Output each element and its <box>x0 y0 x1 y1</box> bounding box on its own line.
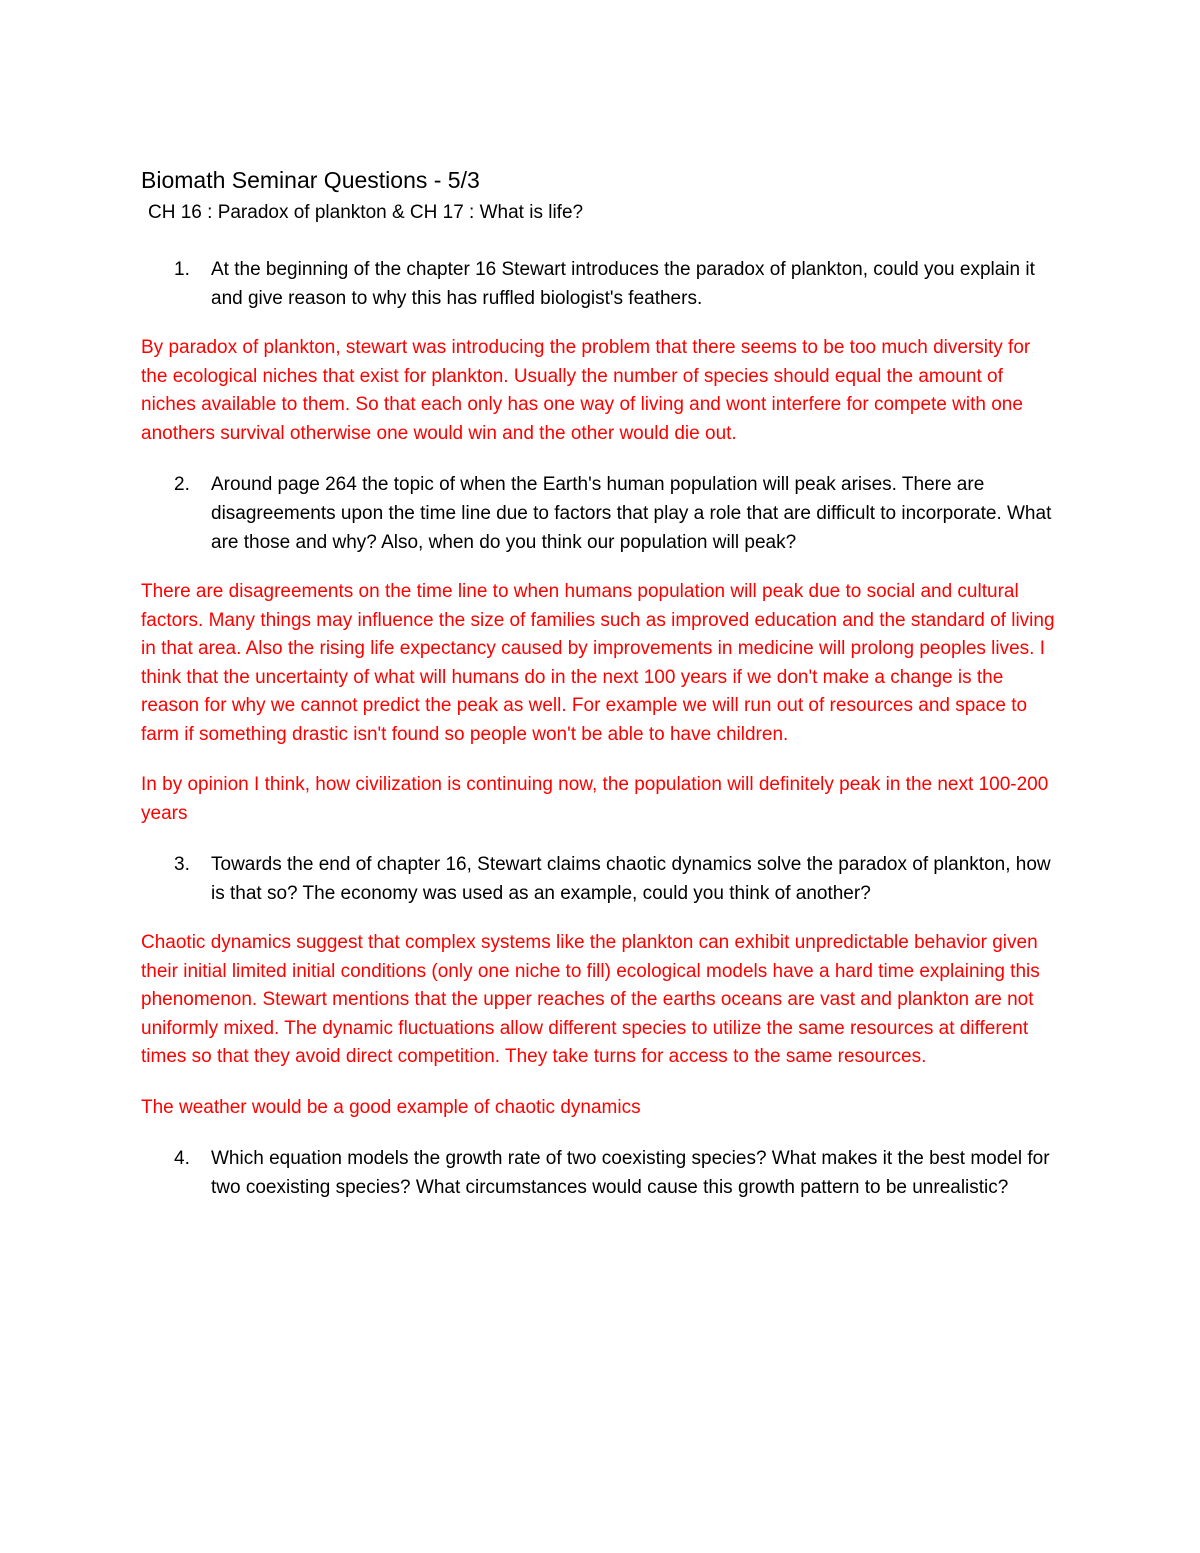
question-number: 3. <box>174 854 190 875</box>
answer-2: There are disagreements on the time line to when humans population will peak due to social and cultural factors. Many things may influence the size of families such as improved education and the standard of living in that area. Also the rising life expectancy caused by improvements in medicine will prolong peoples lives. I think that the uncertainty of what will humans do in the next 100 years if we don't make a change is the reason for why we cannot predict the peak as well. For example we will run out of resources and space to farm if something drastic isn't found so people won't be able to have children. <box>141 581 1055 745</box>
question-number: 1. <box>174 259 190 280</box>
document-page <box>141 165 1061 1202</box>
question-text: Around page 264 the topic of when the Earth's human population will peak arises. There are disagreements upon the time line due to factors that play a role that are difficult to incorporate. What are those and why? Also, when do you think our population will peak? <box>211 474 1052 553</box>
document-subtitle: CH 16 : Paradox of plankton & CH 17 : What is life? <box>148 202 584 223</box>
document-title: Biomath Seminar Questions - 5/3 <box>141 167 480 193</box>
question-number: 2. <box>174 474 190 495</box>
question-number: 4. <box>174 1148 190 1169</box>
question-1 <box>141 255 1061 313</box>
question-3 <box>141 850 1061 908</box>
question-text: Which equation models the growth rate of two coexisting species? What makes it the best model for two coexisting species? What circumstances would cause this growth pattern to be unrealistic? <box>211 1148 1050 1198</box>
answer-3-example: The weather would be a good example of chaotic dynamics <box>141 1096 641 1118</box>
answer-1: By paradox of plankton, stewart was introducing the problem that there seems to be too much diversity for the ecological niches that exist for plankton. Usually the number of species should equal the amount of niches available to them. So that each only has one way of living and wont interfere for compete with one anothers survival otherwise one would win and the other would die out. <box>141 337 1031 444</box>
question-4 <box>141 1144 1061 1202</box>
question-text: Towards the end of chapter 16, Stewart claims chaotic dynamics solve the paradox of plankton, how is that so? The economy was used as an example, could you think of another? <box>211 854 1051 904</box>
answer-2-opinion: In by opinion I think, how civilization is continuing now, the population will definitely peak in the next 100-200 years <box>141 774 1049 824</box>
answer-3: Chaotic dynamics suggest that complex systems like the plankton can exhibit unpredictable behavior given their initial limited initial conditions (only one niche to fill) ecological models have a hard time explaining this phenomenon. Stewart mentions that the upper reaches of the earths oceans are vast and plankton are not uniformly mixed. The dynamic fluctuations allow different species to utilize the same resources at different times so that they avoid direct competition. They take turns for access to the same resources. <box>141 932 1040 1067</box>
question-text: At the beginning of the chapter 16 Stewart introduces the paradox of plankton, could you explain it and give reason to why this has ruffled biologist's feathers. <box>211 259 1035 309</box>
question-2 <box>141 470 1061 557</box>
